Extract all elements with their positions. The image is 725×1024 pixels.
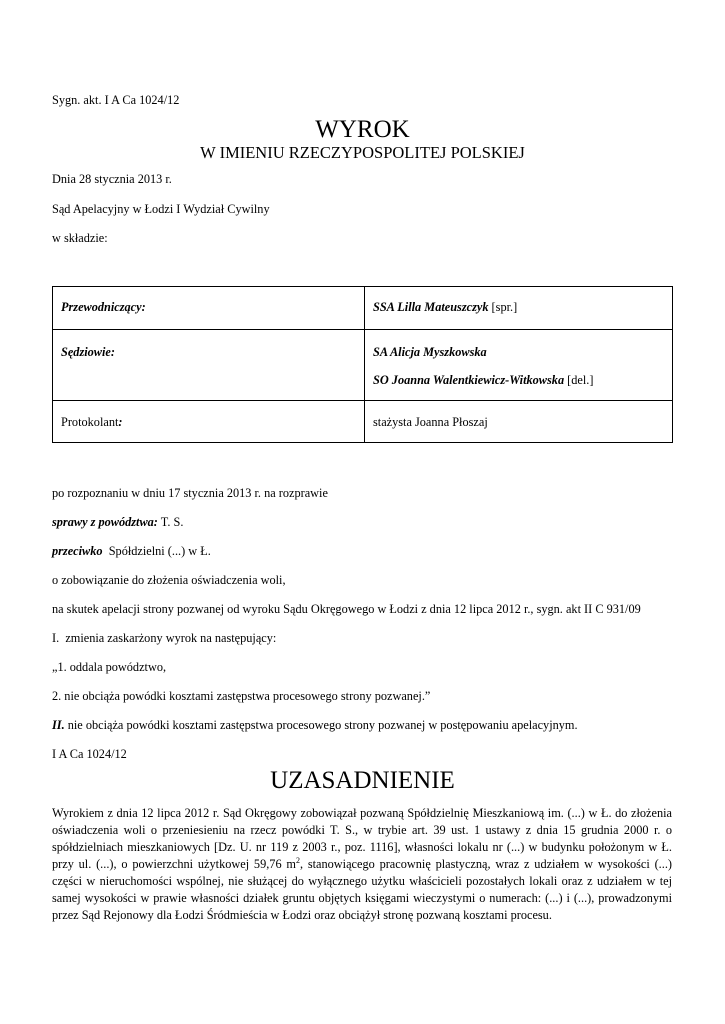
court-panel-table xyxy=(52,286,673,443)
justification-paragraph xyxy=(52,805,672,924)
clerk-label-cell xyxy=(53,401,365,443)
plaintiff-line xyxy=(52,515,183,531)
judges-label: Sędziowie: xyxy=(61,345,115,359)
justification-text-1: Wyrokiem z dnia 12 lipca 2012 r. Sąd Okręgowy zobowiązał pozwaną Spółdzielnię Mieszkaniową im. (...) w Ł. do złożenia oświadczenia woli o przeniesieniu na rzecz powódki T. S., w trybie art. 39 ust. 1 ustawy z dnia 15 grudnia 2000 r. o spółdzielniach mieszkaniowych [Dz. U. nr 119 z 2003 r., poz. 1116], własności lokalu nr (...) w budynku położonym w Ł. przy ul. (...), o powierzchni użytkowej 59,76 m xyxy=(52,806,672,871)
table-row xyxy=(53,287,673,330)
plaintiff-name: T. S. xyxy=(157,515,184,529)
presiding-label: Przewodniczący: xyxy=(61,300,146,314)
clerk-name: stażysta Joanna Płoszaj xyxy=(373,415,488,429)
justification-superscript: 2 xyxy=(295,855,300,865)
court-name: Sąd Apelacyjny w Łodzi I Wydział Cywilny xyxy=(52,202,270,216)
clerk-label: Protokolant xyxy=(61,415,119,429)
defendant-name: Spółdzielni (...) w Ł. xyxy=(102,544,211,558)
judge-2-name: SO Joanna Walentkiewicz-Witkowska xyxy=(373,372,565,387)
subject-line: o zobowiązanie do złożenia oświadczenia woli, xyxy=(52,573,286,587)
justification-title: UZASADNIENIE xyxy=(270,767,455,794)
point-2-text: nie obciąża powódki kosztami zastępstwa procesowego strony pozwanej w postępowaniu apelacyjnym. xyxy=(64,718,578,732)
judge-2-note: [del.] xyxy=(564,372,594,387)
point-1: I. zmienia zaskarżony wyrok na następujący: xyxy=(52,631,277,645)
judges-names-cell xyxy=(365,330,673,401)
table-row xyxy=(53,330,673,401)
justification-text-2: , stanowiącego pracownię plastyczną, wraz z udziałem w wysokości (...) części w nieruchomości wspólnej, nie służącej do wyłącznego użytku właścicieli pozostałych lokali oraz z udziałem w tej samej wysokości w prawie własności działek gruntu objętych księgami wieczystymi o numerach: (...) i (...), prowadzonymi przez Sąd Rejonowy dla Łodzi Śródmieścia w Łodzi oraz obciążył stronę pozwaną kosztami procesu. xyxy=(52,857,672,922)
presiding-note: [spr.] xyxy=(488,300,518,314)
case-signature-bottom: I A Ca 1024/12 xyxy=(52,747,127,761)
hearing-line: po rozpoznaniu w dniu 17 stycznia 2013 r. na rozprawie xyxy=(52,486,328,500)
point-1-b: 2. nie obciąża powódki kosztami zastępstwa procesowego strony pozwanej.” xyxy=(52,689,431,703)
presiding-name: SSA Lilla Mateuszczyk xyxy=(373,300,489,314)
point-2 xyxy=(52,718,578,734)
point-1-a: „1. oddala powództwo, xyxy=(52,660,167,674)
against-label: przeciwko xyxy=(52,544,103,558)
plaintiff-label: sprawy z powództwa: xyxy=(52,515,158,529)
presiding-name-cell xyxy=(365,287,673,330)
clerk-name-cell xyxy=(365,401,673,443)
judges-label-cell xyxy=(53,330,365,401)
judgment-title: WYROK xyxy=(315,116,410,143)
point-2-label: II. xyxy=(52,718,65,732)
defendant-line xyxy=(52,544,211,560)
presiding-label-cell xyxy=(53,287,365,330)
judge-1-name: SA Alicja Myszkowska xyxy=(373,345,487,359)
table-row xyxy=(53,401,673,443)
case-signature-top: Sygn. akt. I A Ca 1024/12 xyxy=(52,93,180,107)
clerk-colon: : xyxy=(118,415,123,429)
appeal-line: na skutek apelacji strony pozwanej od wyroku Sądu Okręgowego w Łodzi z dnia 12 lipca 2012 r., sygn. akt II C 931/09 xyxy=(52,602,641,616)
composition-label: w składzie: xyxy=(52,231,108,245)
judgment-date: Dnia 28 stycznia 2013 r. xyxy=(52,172,172,186)
judgment-subtitle: W IMIENIU RZECZYPOSPOLITEJ POLSKIEJ xyxy=(200,143,525,162)
